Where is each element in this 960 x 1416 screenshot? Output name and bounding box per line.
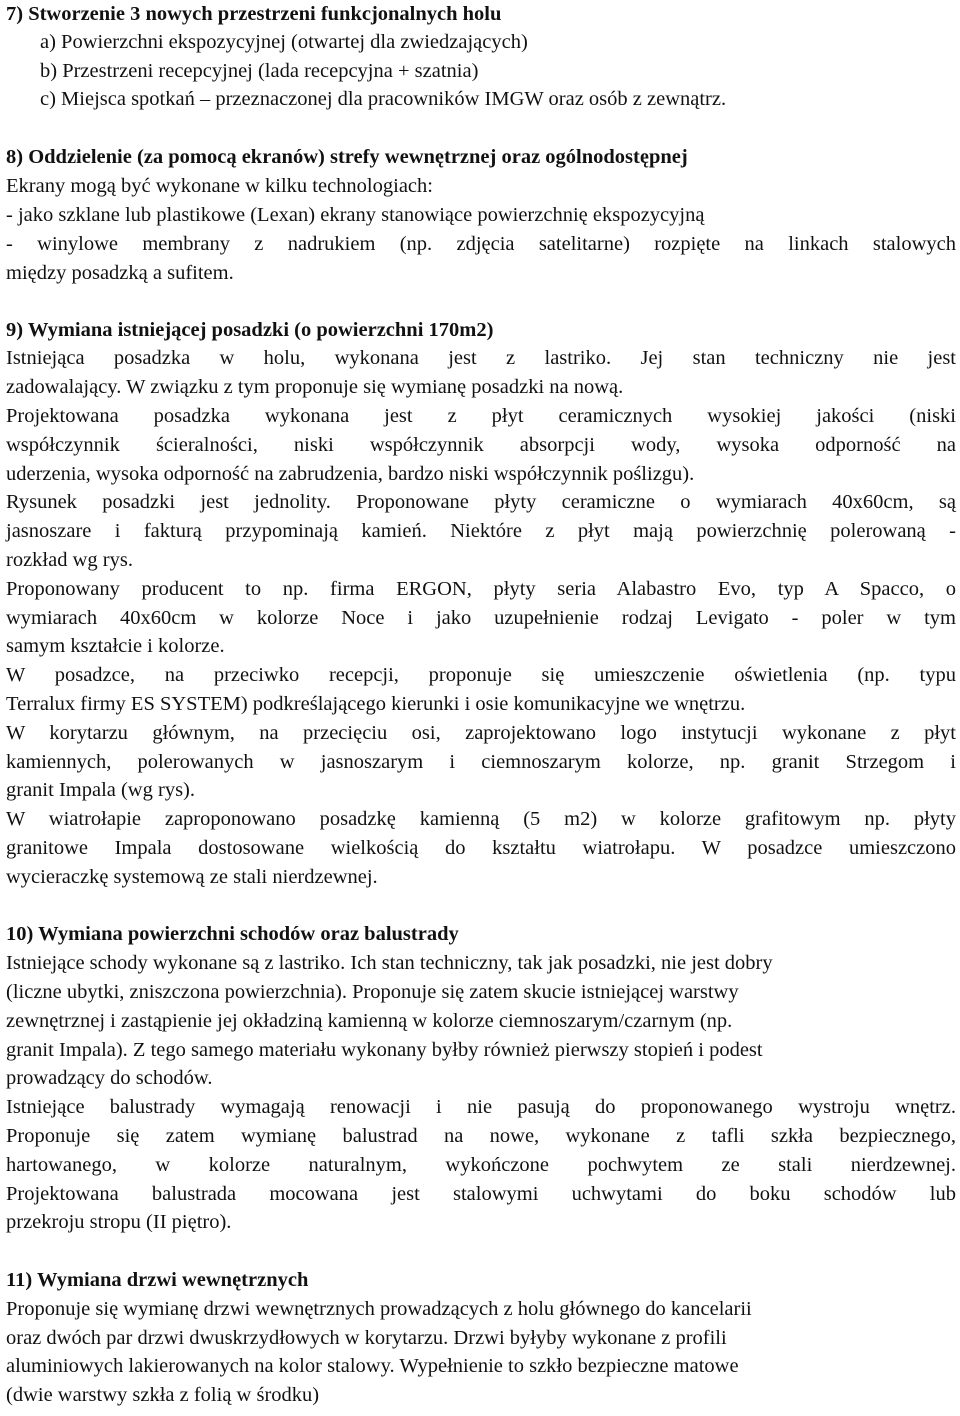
paragraph-line: Proponuje się wymianę drzwi wewnętrznych prowadzących z holu głównego do kancelarii — [6, 1298, 752, 1320]
paragraph-line: między posadzką a sufitem. — [6, 262, 234, 284]
paragraph-line: W posadzce, na przeciwko recepcji, proponuje się umieszczenie oświetlenia (np. typu — [6, 664, 956, 686]
paragraph-line: Rysunek posadzki jest jednolity. Proponowane płyty ceramiczne o wymiarach 40x60cm, są — [6, 491, 956, 513]
paragraph-line: wycieraczkę systemową ze stali nierdzewnej. — [6, 866, 378, 888]
paragraph-line: zewnętrznej i zastąpienie jej okładziną kamienną w kolorze ciemnoszarym/czarnym (np. — [6, 1010, 733, 1032]
paragraph-line: uderzenia, wysoka odporność na zabrudzenia, bardzo niski współczynnik poślizgu). — [6, 463, 695, 485]
paragraph-line: samym kształcie i kolorze. — [6, 635, 225, 657]
paragraph-line: wymiarach 40x60cm w kolorze Noce i jako uzupełnienie rodzaj Levigato - poler w tym — [6, 607, 956, 629]
paragraph-line: granitowe Impala dostosowane wielkością do kształtu wiatrołapu. W posadzce umieszczono — [6, 837, 956, 859]
paragraph-line: współczynnik ścieralności, niski współczynnik absorpcji wody, wysoka odporność na — [6, 434, 956, 456]
paragraph-line: Istniejące balustrady wymagają renowacji i nie pasują do proponowanego wystroju wnętrz. — [6, 1096, 956, 1118]
paragraph-line: W korytarzu głównym, na przecięciu osi, zaprojektowano logo instytucji wykonane z płyt — [6, 722, 956, 744]
paragraph-line: - jako szklane lub plastikowe (Lexan) ekrany stanowiące powierzchnię ekspozycyjną — [6, 204, 705, 226]
paragraph-line: W wiatrołapie zaproponowano posadzkę kamienną (5 m2) w kolorze grafitowym np. płyty — [6, 808, 956, 830]
paragraph-line: prowadzący do schodów. — [6, 1067, 213, 1089]
paragraph-line: Proponuje się zatem wymianę balustrad na nowe, wykonane z tafli szkła bezpiecznego, — [6, 1125, 956, 1147]
paragraph-line: (dwie warstwy szkła z folią w środku) — [6, 1384, 320, 1406]
paragraph-line: aluminiowych lakierowanych na kolor stalowy. Wypełnienie to szkło bezpieczne matowe — [6, 1355, 739, 1377]
paragraph-line: Projektowana balustrada mocowana jest stalowymi uchwytami do boku schodów lub — [6, 1183, 956, 1205]
paragraph-line: Istniejąca posadzka w holu, wykonana jest z lastriko. Jej stan techniczny nie jest — [6, 347, 956, 369]
paragraph-line: granit Impala). Z tego samego materiału wykonany byłby również pierwszy stopień i podest — [6, 1039, 763, 1061]
paragraph-line: Terralux firmy ES SYSTEM) podkreślającego kierunki i osie komunikacyjne we wnętrzu. — [6, 693, 746, 715]
paragraph-line: Projektowana posadzka wykonana jest z płyt ceramicznych wysokiej jakości (niski — [6, 405, 956, 427]
paragraph-line: (liczne ubytki, zniszczona powierzchnia). Proponuje się zatem skucie istniejącej warstwy — [6, 981, 739, 1003]
section-9-heading: 9) Wymiana istniejącej posadzki (o powierzchni 170m2) — [6, 319, 494, 341]
paragraph-line: oraz dwóch par drzwi dwuskrzydłowych w korytarzu. Drzwi byłyby wykonane z profili — [6, 1327, 727, 1349]
paragraph-line: rozkład wg rys. — [6, 549, 133, 571]
paragraph-line: hartowanego, w kolorze naturalnym, wykończone pochwytem ze stali nierdzewnej. — [6, 1154, 956, 1176]
list-item-a: a) Powierzchni ekspozycyjnej (otwartej dla zwiedzających) — [40, 31, 528, 53]
paragraph-line: przekroju stropu (II piętro). — [6, 1211, 232, 1233]
paragraph-line: zadowalający. W związku z tym proponuje się wymianę posadzki na nową. — [6, 376, 624, 398]
paragraph-line: Proponowany producent to np. firma ERGON, płyty seria Alabastro Evo, typ A Spacco, o — [6, 578, 956, 600]
paragraph-line: Istniejące schody wykonane są z lastriko. Ich stan techniczny, tak jak posadzki, nie jest dobry — [6, 952, 773, 974]
paragraph-line: Ekrany mogą być wykonane w kilku technologiach: — [6, 175, 433, 197]
paragraph-line: jasnoszare i fakturą przypominają kamień. Niektóre z płyt mają powierzchnię polerowaną - — [6, 520, 956, 542]
paragraph-line: granit Impala (wg rys). — [6, 779, 195, 801]
section-10-heading: 10) Wymiana powierzchni schodów oraz balustrady — [6, 923, 459, 945]
paragraph-line: - winylowe membrany z nadrukiem (np. zdjęcia satelitarne) rozpięte na linkach stalowych — [6, 233, 956, 255]
list-item-c: c) Miejsca spotkań – przeznaczonej dla pracowników IMGW oraz osób z zewnątrz. — [40, 88, 727, 110]
paragraph-line: kamiennych, polerowanych w jasnoszarym i ciemnoszarym kolorze, np. granit Strzegom i — [6, 751, 956, 773]
list-item-b: b) Przestrzeni recepcyjnej (lada recepcyjna + szatnia) — [40, 60, 479, 82]
section-7-heading: 7) Stworzenie 3 nowych przestrzeni funkcjonalnych holu — [6, 3, 502, 25]
section-8-heading: 8) Oddzielenie (za pomocą ekranów) strefy wewnętrznej oraz ogólnodostępnej — [6, 146, 688, 168]
section-11-heading: 11) Wymiana drzwi wewnętrznych — [6, 1269, 309, 1291]
